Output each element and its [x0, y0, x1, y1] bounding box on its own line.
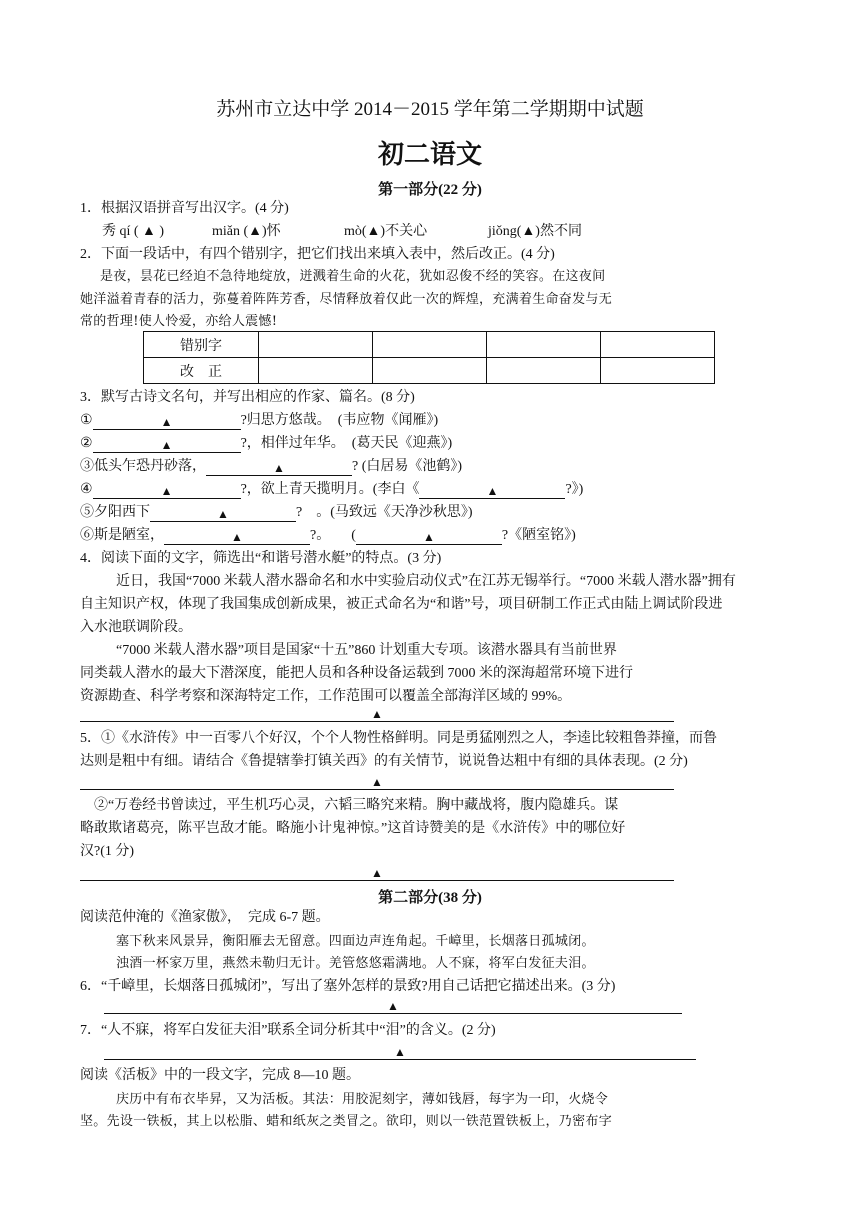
- answer-cell[interactable]: [487, 332, 601, 358]
- table-row: [144, 332, 715, 358]
- answer-cell[interactable]: [259, 332, 373, 358]
- passage-line: 她洋溢着青春的活力，弥蔓着阵阵芳香，尽情释放着仅此一次的辉煌，充满着生命奋发与无: [80, 292, 613, 307]
- page-title: 苏州市立达中学 2014－2015 学年第二学期期中试题: [216, 99, 644, 120]
- subject-title: 初二语文: [377, 140, 482, 169]
- passage-line: 常的哲理!使人怜爱，亦给人震憾!: [80, 314, 278, 329]
- answer-cell[interactable]: [373, 332, 487, 358]
- passage-line: 庆历中有布衣毕昇，又为活板。其法：用胶泥刻字，薄如钱唇，每字为一印，火烧令: [116, 1092, 609, 1107]
- answer-line[interactable]: ▲: [104, 997, 682, 1014]
- passage-line: 自主知识产权，体现了我国集成创新成果，被正式命名为“和谐”号，项目研制工作正式由陆上调试阶段进: [80, 597, 723, 612]
- answer-line[interactable]: ▲: [104, 1043, 696, 1060]
- answer-cell[interactable]: [601, 332, 715, 358]
- passage-line: 近日，我国“7000 米载人潜水器命名和水中实验启动仪式”在江苏无锡举行。“7000 米载人潜水器”拥有: [116, 574, 736, 589]
- question-5-line: 5．①《水浒传》中一百零八个好汉，个个人物性格鲜明。同是勇猛刚烈之人，李逵比较粗鲁莽撞，而鲁: [80, 731, 717, 746]
- recitation-line-6: ⑥斯是陋室， ▲ ?。 ( ▲ ?《陋室铭》): [80, 528, 576, 544]
- question-4-stem: 4．阅读下面的文字，筛选出“和谐号潜水艇”的特点。(3 分): [80, 551, 442, 566]
- poem-line: 塞下秋来风景异，衡阳雁去无留意。四面边声连角起。千嶂里，长烟落日孤城闭。: [116, 934, 595, 949]
- question-5-line: 汉?(1 分): [80, 844, 135, 859]
- reading-intro: 阅读范仲淹的《渔家傲》， 完成 6-7 题。: [80, 910, 330, 925]
- pinyin-item[interactable]: miǎn (▲)怀: [212, 224, 281, 239]
- reading-intro: 阅读《活板》中的一段文字，完成 8—10 题。: [80, 1068, 360, 1083]
- recitation-line-1: ① ▲ ?归思方悠哉。 (韦应物《闻雁》): [80, 413, 439, 429]
- answer-blank[interactable]: ▲: [419, 482, 565, 499]
- answer-blank[interactable]: ▲: [164, 528, 310, 545]
- question-1-stem: 1．根据汉语拼音写出汉字。(4 分): [80, 201, 289, 216]
- question-3-stem: 3．默写古诗文名句，并写出相应的作家、篇名。(8 分): [80, 390, 415, 405]
- recitation-line-3: ③低头乍恐丹砂落， ▲ ? (白居易《池鹤》): [80, 459, 463, 475]
- passage-line: 同类载人潜水的最大下潜深度，能把人员和各种设备运载到 7000 米的深海超常环境下进行: [80, 666, 633, 681]
- question-6-stem: 6．“千嶂里，长烟落日孤城闭”，写出了塞外怎样的景致?用自己话把它描述出来。(3 分): [80, 979, 616, 994]
- pinyin-item[interactable]: 秀 qí ( ▲ ): [102, 224, 165, 239]
- answer-line[interactable]: ▲: [80, 705, 674, 722]
- answer-cell[interactable]: [601, 358, 715, 384]
- passage-line: 入水池联调阶段。: [80, 620, 192, 635]
- answer-blank[interactable]: ▲: [93, 413, 241, 430]
- answer-line[interactable]: ▲: [80, 773, 674, 790]
- table-header-cell: 改 正: [144, 358, 259, 384]
- section-heading-part2: 第二部分(38 分): [378, 890, 482, 906]
- passage-line: 资源勘查、科学考察和深海特定工作，工作范围可以覆盖全部海洋区域的 99%。: [80, 689, 572, 704]
- answer-cell[interactable]: [373, 358, 487, 384]
- pinyin-item[interactable]: mò(▲)不关心: [344, 224, 428, 239]
- answer-blank[interactable]: ▲: [150, 505, 296, 522]
- answer-blank[interactable]: ▲: [93, 436, 241, 453]
- question-5-line: 达则是粗中有细。请结合《鲁提辖拳打镇关西》的有关情节，说说鲁达粗中有细的具体表现。(2 分): [80, 754, 688, 769]
- question-2-stem: 2．下面一段话中，有四个错别字，把它们找出来填入表中，然后改正。(4 分): [80, 247, 555, 262]
- question-7-stem: 7．“人不寐，将军白发征夫泪”联系全词分析其中“泪”的含义。(2 分): [80, 1023, 496, 1038]
- question-5-line: 略敢欺诸葛亮，陈平岂敌才能。略施小计鬼神惊。”这首诗赞美的是《水浒传》中的哪位好: [80, 821, 626, 836]
- answer-blank[interactable]: ▲: [356, 528, 502, 545]
- section-heading-part1: 第一部分(22 分): [378, 182, 482, 198]
- recitation-line-2: ② ▲ ?，相伴过年华。 (葛天民《迎燕》): [80, 436, 453, 452]
- passage-line: 坚。先设一铁板，其上以松脂、蜡和纸灰之类冒之。欲印，则以一铁范置铁板上，乃密布字: [80, 1114, 613, 1129]
- correction-table: [143, 331, 715, 384]
- passage-line: “7000 米载人潜水器”项目是国家“十五”860 计划重大专项。该潜水器具有当前世界: [116, 643, 617, 658]
- answer-blank[interactable]: ▲: [93, 482, 241, 499]
- recitation-line-4: ④ ▲ ?，欲上青天揽明月。(李白《 ▲ ?》): [80, 482, 584, 498]
- answer-cell[interactable]: [487, 358, 601, 384]
- answer-cell[interactable]: [259, 358, 373, 384]
- answer-line[interactable]: ▲: [80, 864, 674, 881]
- table-row: [144, 358, 715, 384]
- question-5-line: ②“万卷经书曾读过，平生机巧心灵，六韬三略究来精。胸中藏战将，腹内隐雄兵。谋: [94, 798, 619, 813]
- recitation-line-5: ⑤夕阳西下 ▲ ? 。(马致远《天净沙秋思》): [80, 505, 473, 521]
- poem-line: 浊酒一杯家万里，燕然未勒归无计。羌管悠悠霜满地。人不寐，将军白发征夫泪。: [116, 956, 595, 971]
- table-header-cell: 错别字: [144, 332, 259, 358]
- answer-blank[interactable]: ▲: [206, 459, 352, 476]
- passage-line: 是夜，昙花已经迫不急待地绽放，迸溅着生命的火花，犹如忍俊不经的笑容。在这夜间: [100, 269, 606, 284]
- pinyin-item[interactable]: jiǒng(▲)然不同: [488, 224, 582, 239]
